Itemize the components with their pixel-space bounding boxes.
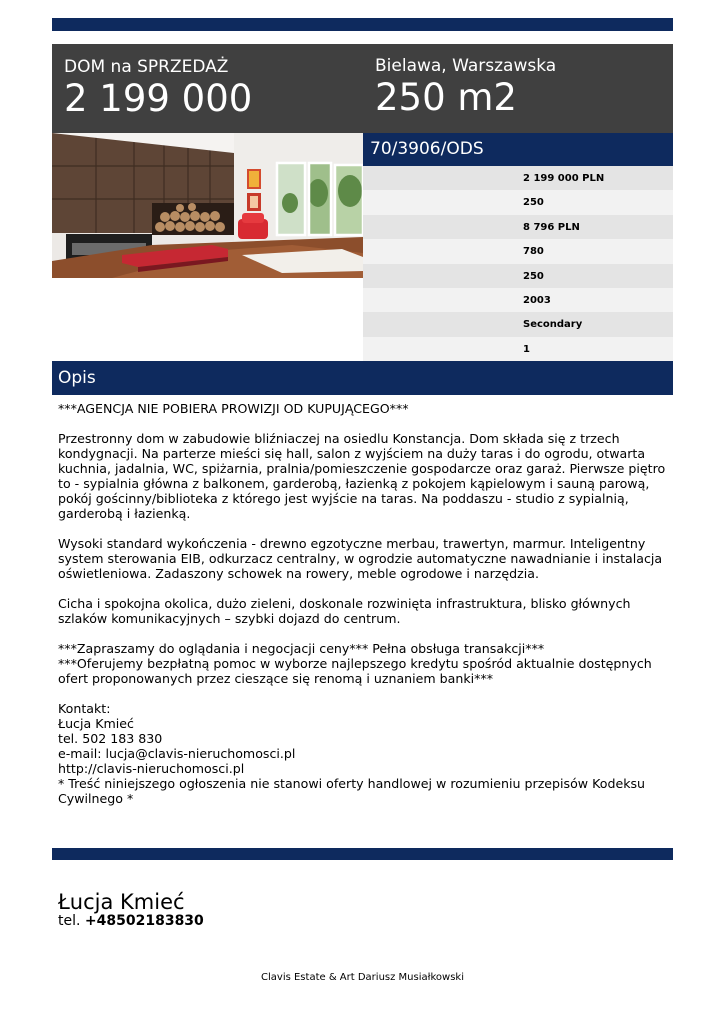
description-paragraph: Przestronny dom w zabudowie bliźniaczej na osiedlu Konstancja. Dom składa się z trzech kondygnacji. Na parterze mieści się hall, salon z wyjściem na duży taras i do ogrodu, otwarta kuchnia, jadalnia, WC, spiżarnia, pralnia/pomieszczenie gospodarcze oraz garaż. Pierwsze piętro to - sypialnia główna z balkonem, garderobą, łazienką z pokojem kąpielowym i sauną parową, pokój gościnny/biblioteka z którego jest wyjście na taras. Na poddaszu - studio z sypialnią, garderobą i łazienką. (58, 431, 666, 521)
reference-bar (363, 133, 673, 166)
bottom-divider-bar (52, 848, 673, 860)
agent-phone-number: +48502183830 (84, 913, 204, 929)
agent-name: Łucja Kmieć (58, 890, 185, 914)
description-paragraph: Kontakt: (58, 701, 111, 716)
paragraph-gap (58, 686, 670, 701)
header-right (375, 56, 556, 119)
listing-reference: 70/3906/ODS (370, 139, 484, 159)
paragraph-gap (58, 581, 670, 596)
spec-value: 250 (523, 197, 544, 209)
description-paragraph: ***AGENCJA NIE POBIERA PROWIZJI OD KUPUJĄCEGO*** (58, 401, 409, 416)
spec-table (363, 166, 673, 361)
spec-value: 2 199 000 PLN (523, 173, 605, 184)
description-paragraph: tel. 502 183 830 (58, 731, 163, 746)
spec-row (363, 215, 673, 239)
spec-value: 2003 (523, 294, 551, 306)
spec-value: 780 (523, 246, 544, 258)
description-paragraph: * Treść niniejszego ogłoszenia nie stanowi oferty handlowej w rozumieniu przepisów Kodeksu Cywilnego * (58, 776, 646, 806)
property-photo (52, 133, 363, 278)
description-paragraph: Cicha i spokojna okolica, dużo zieleni, doskonale rozwinięta infrastruktura, blisko głównych szlaków komunikacyjnych – szybki dojazd do centrum. (58, 596, 631, 626)
description-paragraph: ***Oferujemy bezpłatną pomoc w wyborze najlepszego kredytu spośród aktualnie dostępnych ofert proponowanych przez cieszące się renomą i uznaniem banki*** (58, 656, 652, 686)
top-divider-bar (52, 18, 673, 31)
spec-value: 8 796 PLN (523, 221, 580, 233)
property-location: Bielawa, Warszawska (375, 56, 557, 76)
description-heading: Opis (58, 368, 96, 388)
property-area: 250 m2 (375, 76, 517, 119)
agent-phone (58, 913, 204, 930)
description-paragraph: e-mail: lucja@clavis-nieruchomosci.pl (58, 746, 296, 761)
property-type-label: DOM na SPRZEDAŻ (64, 57, 229, 77)
spec-row (363, 190, 673, 214)
spec-row (363, 166, 673, 190)
living-room-photo-icon (52, 133, 363, 278)
spec-value: Secondary (523, 319, 583, 331)
paragraph-gap (58, 626, 670, 641)
spec-row (363, 312, 673, 336)
description-paragraph: Wysoki standard wykończenia - drewno egzotyczne merbau, trawertyn, marmur. Inteligentny system sterowania EIB, odkurzacz centralny, w ogrodzie automatyczne nawadnianie i instalacja oświetleniowa. Zadaszony schowek na rowery, meble ogrodowe i narzędzia. (58, 536, 663, 581)
footer-company: Clavis Estate & Art Dariusz Musiałkowski (261, 972, 464, 983)
spec-row (363, 288, 673, 312)
description-paragraph: http://clavis-nieruchomosci.pl (58, 761, 245, 776)
description-body (58, 401, 670, 806)
paragraph-gap (58, 521, 670, 536)
header-left (64, 57, 252, 120)
description-paragraph: Łucja Kmieć (58, 716, 134, 731)
spec-value: 1 (523, 343, 530, 355)
spec-value: 250 (523, 270, 544, 282)
description-paragraph: ***Zapraszamy do oglądania i negocjacji ceny*** Pełna obsługa transakcji*** (58, 641, 545, 656)
paragraph-gap (58, 416, 670, 431)
spec-row (363, 337, 673, 361)
agent-phone-label: tel. (58, 913, 81, 929)
description-heading-bar (52, 361, 673, 395)
spec-row (363, 239, 673, 263)
listing-header (52, 44, 673, 133)
spec-row (363, 264, 673, 288)
property-price: 2 199 000 (64, 77, 253, 120)
